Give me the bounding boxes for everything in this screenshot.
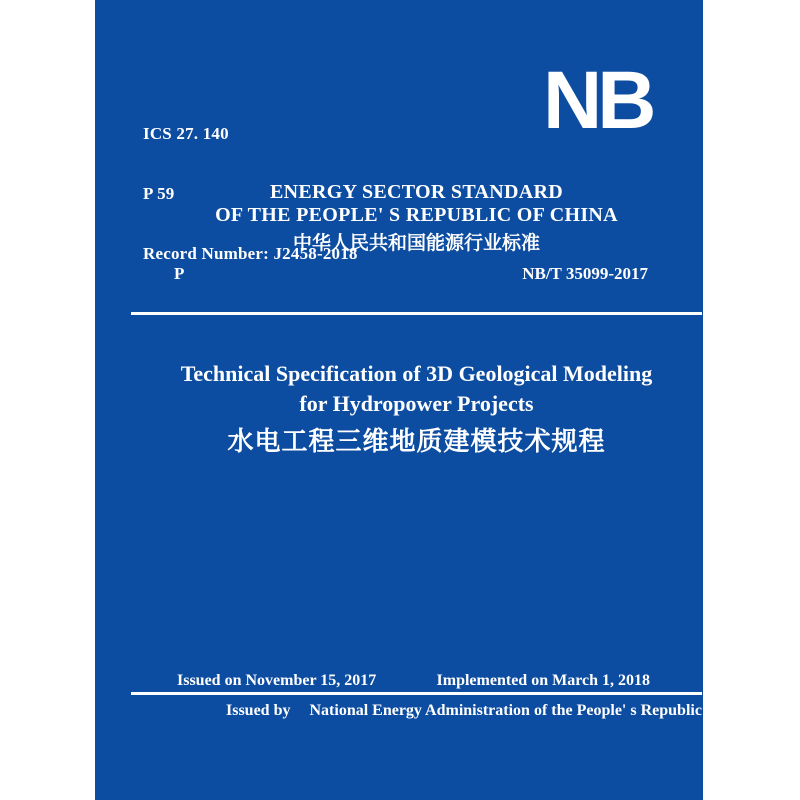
- issued-by-value: National Energy Administration of the People' s Republic of China: [309, 702, 766, 719]
- bottom-rule: [131, 692, 702, 695]
- standard-heading-en-line1: ENERGY SECTOR STANDARD: [270, 181, 563, 203]
- record-number: Record Number: J2458-2018: [143, 244, 358, 263]
- top-rule: [131, 312, 702, 315]
- issued-by-row: [226, 702, 765, 720]
- ics-code: ICS 27. 140: [143, 124, 229, 143]
- title-en-line2: for Hydropower Projects: [299, 391, 534, 416]
- nb-logo: NB: [543, 55, 652, 146]
- standard-heading-en-line2: OF THE PEOPLE' S REPUBLIC OF CHINA: [215, 204, 618, 226]
- title-zh: 水电工程三维地质建模技术规程: [227, 427, 606, 456]
- implemented-on-date: Implemented on March 1, 2018: [436, 672, 650, 689]
- classification-code: P 59: [143, 184, 175, 203]
- standard-heading-zh: 中华人民共和国能源行业标准: [292, 233, 540, 254]
- issued-by-label: Issued by: [226, 702, 291, 719]
- title-en-line1: Technical Specification of 3D Geological Modeling: [180, 361, 653, 386]
- standard-cover: [95, 0, 766, 800]
- class-code: P: [174, 264, 185, 283]
- standard-number: NB/T 35099-2017: [522, 264, 648, 283]
- issued-on-date: Issued on November 15, 2017: [177, 672, 377, 689]
